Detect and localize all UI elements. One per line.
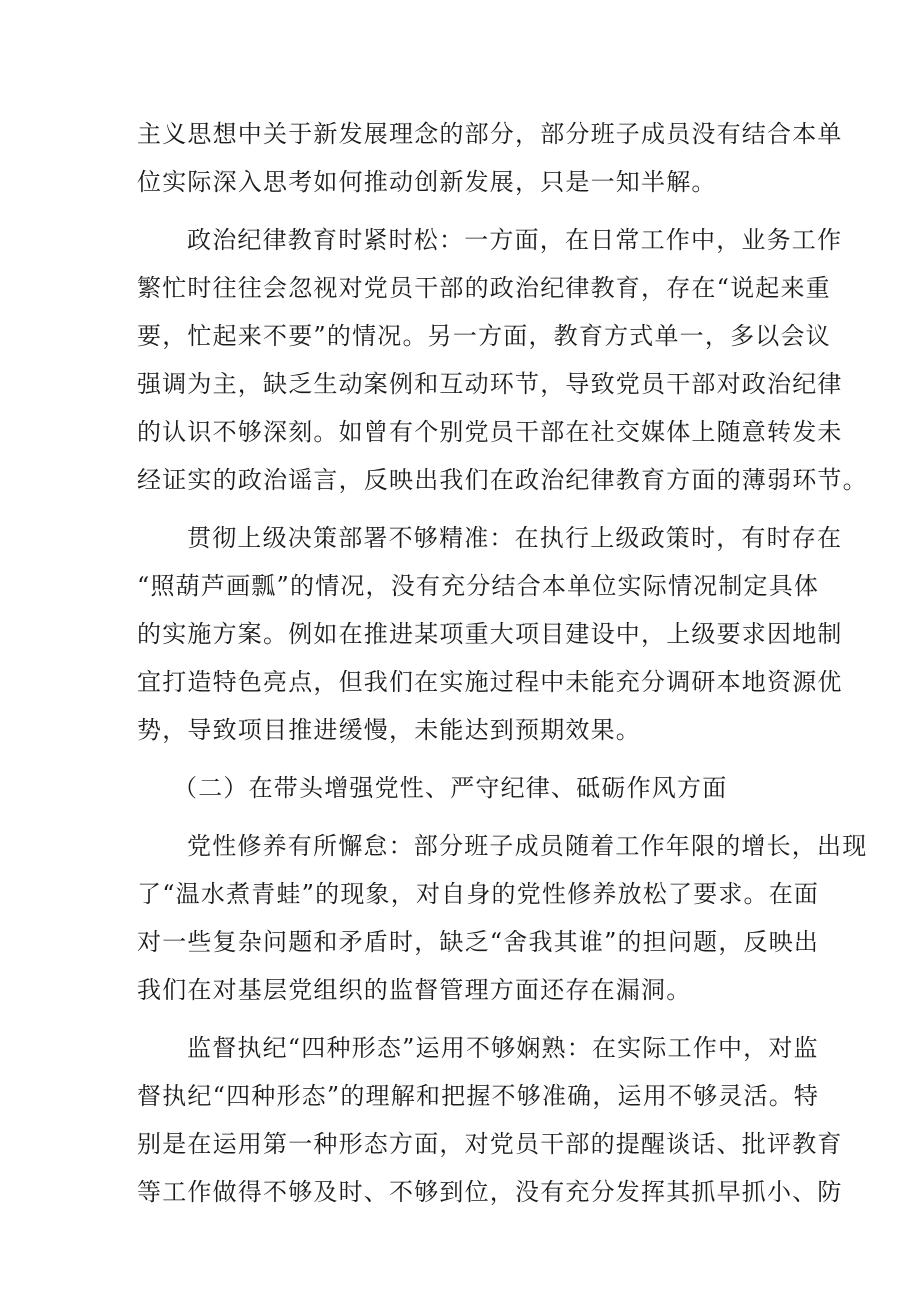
text-line: 我们在对基层党组织的监督管理方面还存在漏洞。: [137, 976, 692, 1004]
text-line: 对一些复杂问题和矛盾时，缺乏“舍我其谁”的担问题，反映出: [137, 928, 820, 956]
text-line: “照葫芦画瓢”的情况，没有充分结合本单位实际情况制定具体: [137, 572, 820, 600]
paragraph-political-discipline: [137, 216, 868, 504]
text-line: 强调为主，缺乏生动案例和互动环节，导致党员干部对政治纪律: [137, 370, 843, 398]
text-line: 位实际深入思考如何推动创新发展，只是一知半解。: [137, 168, 717, 196]
paragraph-four-forms: [137, 1024, 843, 1216]
text-line: 宜打造特色亮点，但我们在实施过程中未能充分调研本地资源优: [137, 668, 843, 696]
text-line: 贯彻上级决策部署不够精准：在执行上级政策时，有时存在: [187, 524, 843, 552]
text-line: 党性修养有所懈怠：部分班子成员随着工作年限的增长，出现: [187, 832, 868, 860]
text-line: 的认识不够深刻。如曾有个别党员干部在社交媒体上随意转发未: [137, 418, 843, 446]
document-body: [137, 110, 868, 1226]
paragraph-implementation: [137, 514, 843, 754]
text-line: 繁忙时往往会忽视对党员干部的政治纪律教育，存在“说起来重: [137, 274, 831, 302]
text-line: 政治纪律教育时紧时松：一方面，在日常工作中，业务工作: [187, 226, 843, 254]
text-line: 的实施方案。例如在推进某项重大项目建设中，上级要求因地制: [137, 620, 843, 648]
text-line: 要，忙起来不要”的情况。另一方面，教育方式单一，多以会议: [137, 322, 831, 350]
text-line: 经证实的政治谣言，反映出我们在政治纪律教育方面的薄弱环节。: [137, 466, 868, 494]
paragraph-party-spirit: [137, 822, 868, 1014]
text-line: 势，导致项目推进缓慢，未能达到预期效果。: [137, 716, 641, 744]
text-line: 督执纪“四种形态”的理解和把握不够准确，运用不够灵活。特: [137, 1082, 820, 1110]
text-line: 等工作做得不够及时、不够到位，没有充分发挥其抓早抓小、防: [137, 1178, 843, 1206]
text-line: 主义思想中关于新发展理念的部分，部分班子成员没有结合本单: [137, 120, 843, 148]
paragraph-continuation: [137, 110, 843, 206]
text-line: 监督执纪“四种形态”运用不够娴熟：在实际工作中，对监: [187, 1034, 819, 1062]
text-line: 了“温水煮青蛙”的现象，对自身的党性修养放松了要求。在面: [137, 880, 820, 908]
text-line: 别是在运用第一种形态方面，对党员干部的提醒谈话、批评教育: [137, 1130, 843, 1158]
section-heading: （二）在带头增强党性、严守纪律、砥砺作风方面: [173, 774, 728, 802]
